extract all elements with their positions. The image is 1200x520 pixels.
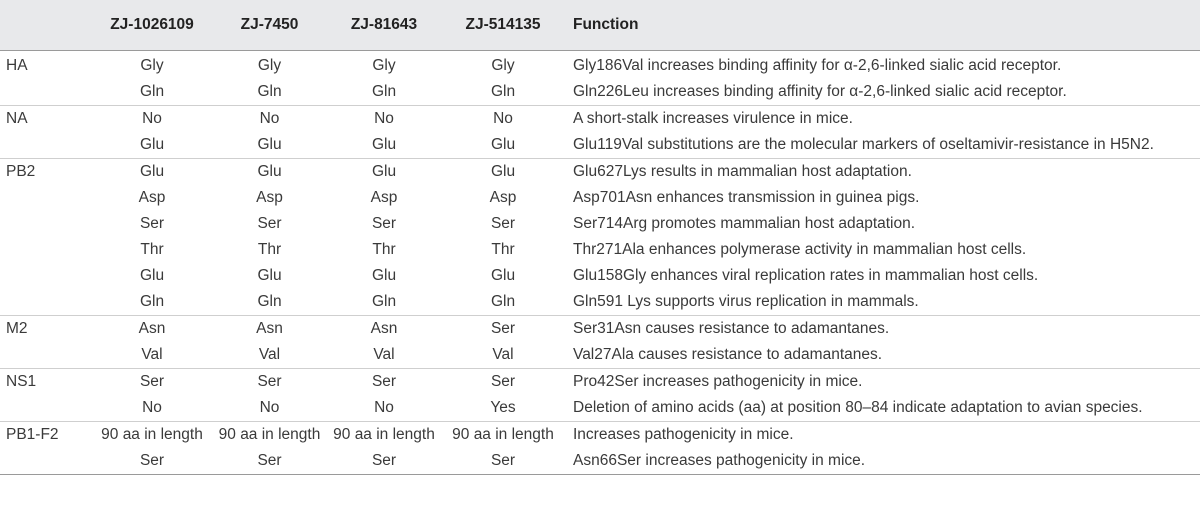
- header-zj-7450: ZJ-7450: [212, 0, 327, 50]
- value-cell: Asp: [489, 188, 517, 206]
- segment-cell: [0, 342, 92, 369]
- function-cell: A short-stalk increases virulence in mice.: [565, 105, 1200, 132]
- header-function: Function: [565, 0, 1200, 50]
- function-cell: Gln226Leu increases binding affinity for α-2,6-linked sialic acid receptor.: [573, 82, 1067, 100]
- value-cell: Ser: [441, 448, 565, 475]
- segment-cell: HA: [6, 56, 28, 74]
- value-cell: No: [92, 105, 212, 132]
- value-cell: Asn: [212, 315, 327, 342]
- value-cell: Ser: [257, 214, 282, 232]
- value-cell: Thr: [491, 240, 515, 258]
- value-cell: Ser: [371, 214, 397, 232]
- segment-cell: NA: [0, 105, 92, 132]
- table-row: [0, 315, 1200, 342]
- value-cell: Glu: [441, 158, 565, 185]
- value-cell: Glu: [371, 266, 397, 284]
- value-cell: Gln: [139, 82, 165, 100]
- value-cell: Gln: [139, 292, 165, 310]
- table-row: [0, 211, 1200, 237]
- segment-cell: PB1-F2: [0, 421, 92, 448]
- value-cell: Gly: [257, 56, 282, 74]
- header-zj-1026109: ZJ-1026109: [92, 0, 212, 50]
- value-cell: Glu: [327, 158, 441, 185]
- value-cell: 90 aa in length: [92, 421, 212, 448]
- segment-cell: PB2: [0, 158, 92, 185]
- function-cell: Increases pathogenicity in mice.: [565, 421, 1200, 448]
- value-cell: Asp: [256, 188, 283, 206]
- value-cell: 90 aa in length: [212, 421, 327, 448]
- value-cell: Thr: [372, 240, 396, 258]
- value-cell: Val: [141, 345, 163, 363]
- function-cell: Pro42Ser increases pathogenicity in mice.: [565, 368, 1200, 395]
- table-row: [0, 421, 1200, 448]
- value-cell: Gln: [490, 82, 516, 100]
- value-cell: Ser: [441, 315, 565, 342]
- header-zj-514135: ZJ-514135: [441, 0, 565, 50]
- function-cell: Asp701Asn enhances transmission in guinea pigs.: [573, 188, 920, 206]
- function-cell: Gly186Val increases binding affinity for α-2,6-linked sialic acid receptor.: [573, 56, 1062, 74]
- table-row: [0, 289, 1200, 316]
- value-cell: Gln: [371, 292, 397, 310]
- header-zj-81643: ZJ-81643: [327, 0, 441, 50]
- table-row: [0, 368, 1200, 395]
- segment-cell: M2: [0, 315, 92, 342]
- value-cell: Gly: [491, 56, 515, 74]
- function-cell: Ser714Arg promotes mammalian host adaptation.: [573, 214, 916, 232]
- value-cell: Glu: [92, 158, 212, 185]
- value-cell: Ser: [92, 448, 212, 475]
- value-cell: Asn: [327, 315, 441, 342]
- value-cell: No: [441, 105, 565, 132]
- function-cell: Gln591 Lys supports virus replication in mammals.: [573, 292, 919, 310]
- value-cell: Val: [492, 345, 514, 363]
- value-cell: Ser: [490, 214, 516, 232]
- function-cell: Deletion of amino acids (aa) at position 80–84 indicate adaptation to avian species.: [573, 398, 1143, 416]
- value-cell: Gly: [140, 56, 164, 74]
- function-cell: Ser31Asn causes resistance to adamantanes.: [565, 315, 1200, 342]
- value-cell: 90 aa in length: [327, 421, 441, 448]
- value-cell: Ser: [327, 368, 441, 395]
- value-cell: Gly: [372, 56, 396, 74]
- value-cell: No: [212, 105, 327, 132]
- table-row: [0, 50, 1200, 79]
- table-row: [0, 158, 1200, 185]
- table-row: [0, 79, 1200, 106]
- value-cell: Ser: [212, 368, 327, 395]
- value-cell: Thr: [140, 240, 164, 258]
- segment-cell: [0, 263, 92, 289]
- value-cell: Asn: [92, 315, 212, 342]
- function-cell: Glu158Gly enhances viral replication rates in mammalian host cells.: [573, 266, 1039, 284]
- table-row: [0, 395, 1200, 422]
- table-row: [0, 185, 1200, 211]
- value-cell: Asp: [138, 188, 166, 206]
- function-cell: Asn66Ser increases pathogenicity in mice.: [565, 448, 1200, 475]
- value-cell: Glu: [490, 266, 516, 284]
- segment-cell: NS1: [0, 368, 92, 395]
- segment-cell: [0, 448, 92, 475]
- segment-cell: [0, 185, 92, 211]
- value-cell: Glu: [139, 135, 165, 153]
- segment-cell: [0, 132, 92, 159]
- segment-cell: [0, 289, 92, 316]
- value-cell: Glu: [139, 266, 165, 284]
- segment-cell: [0, 237, 92, 263]
- value-cell: No: [374, 398, 394, 416]
- value-cell: Ser: [441, 368, 565, 395]
- function-cell: Glu119Val substitutions are the molecular markers of oseltamivir-resistance in H5N2.: [573, 135, 1154, 153]
- function-cell: Val27Ala causes resistance to adamantanes.: [573, 345, 883, 363]
- value-cell: Val: [258, 345, 281, 363]
- value-cell: Glu: [371, 135, 397, 153]
- table-row: [0, 263, 1200, 289]
- segment-cell: [0, 211, 92, 237]
- value-cell: Ser: [212, 448, 327, 475]
- value-cell: Glu: [257, 135, 282, 153]
- value-cell: Thr: [257, 240, 282, 258]
- value-cell: Yes: [490, 398, 516, 416]
- value-cell: Glu: [490, 135, 516, 153]
- value-cell: Glu: [257, 266, 282, 284]
- header-segment: [0, 0, 92, 50]
- value-cell: 90 aa in length: [441, 421, 565, 448]
- function-cell: Glu627Lys results in mammalian host adaptation.: [565, 158, 1200, 185]
- value-cell: Gln: [257, 82, 282, 100]
- value-cell: Gln: [490, 292, 516, 310]
- value-cell: Asp: [370, 188, 398, 206]
- segment-cell: [0, 79, 92, 106]
- value-cell: No: [259, 398, 280, 416]
- table-header-row: [0, 0, 1200, 50]
- table-row: [0, 132, 1200, 159]
- value-cell: Ser: [327, 448, 441, 475]
- value-cell: Gln: [257, 292, 282, 310]
- table-row: [0, 448, 1200, 475]
- segment-cell: [0, 395, 92, 422]
- value-cell: Ser: [139, 214, 165, 232]
- value-cell: Val: [373, 345, 395, 363]
- value-cell: Glu: [212, 158, 327, 185]
- table-row: [0, 105, 1200, 132]
- table-row: [0, 237, 1200, 263]
- table-row: [0, 342, 1200, 369]
- value-cell: Ser: [92, 368, 212, 395]
- value-cell: No: [327, 105, 441, 132]
- value-cell: No: [142, 398, 162, 416]
- function-cell: Thr271Ala enhances polymerase activity in mammalian host cells.: [573, 240, 1027, 258]
- value-cell: Gln: [371, 82, 397, 100]
